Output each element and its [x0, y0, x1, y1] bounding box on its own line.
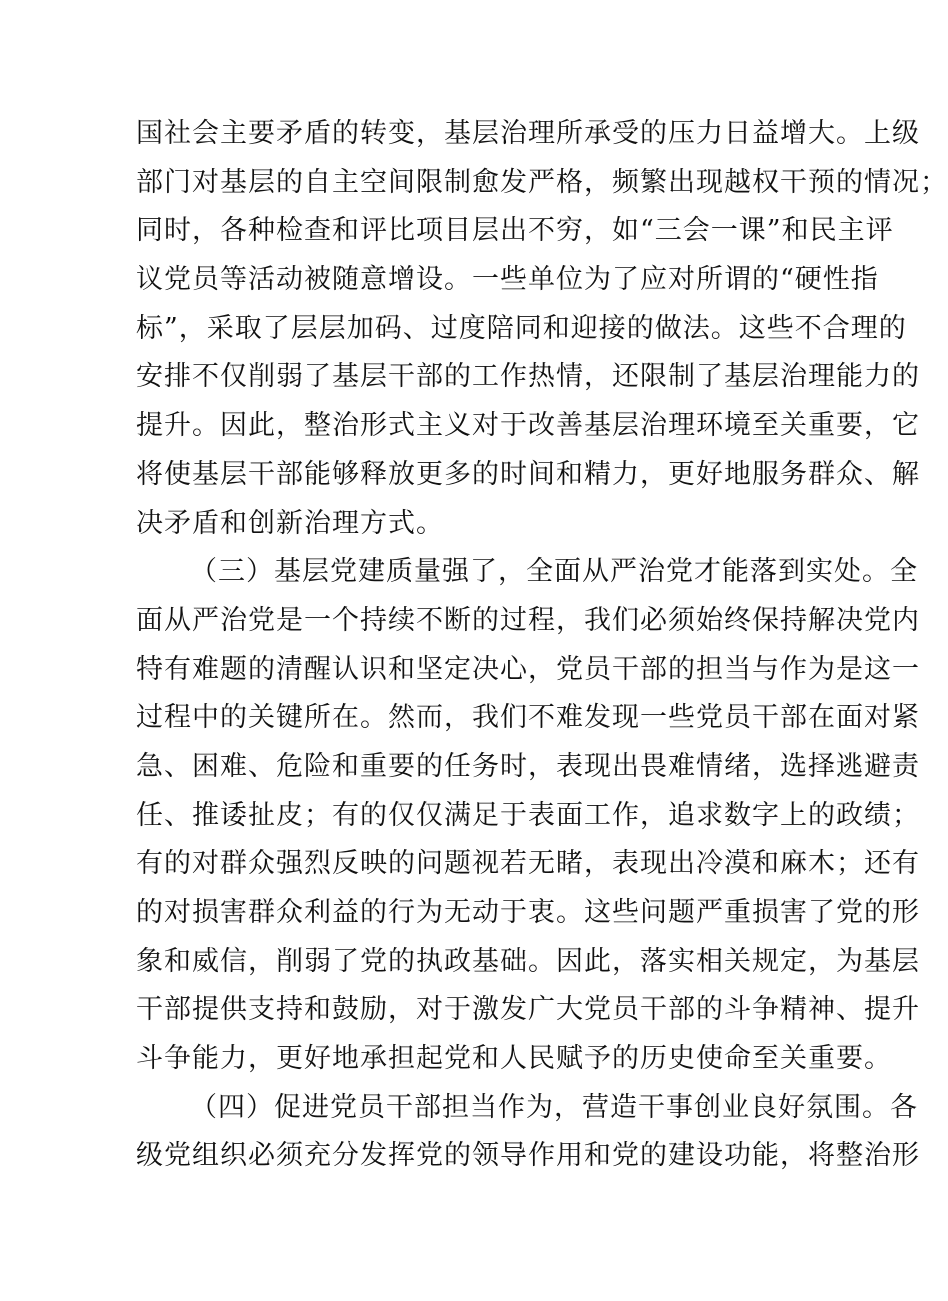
text-line: 议党员等活动被随意增设。一些单位为了应对所谓的“硬性指: [136, 264, 879, 296]
text-line: 干部提供支持和鼓励，对于激发广大党员干部的斗争精神、提升: [136, 994, 920, 1026]
document-body: [136, 110, 948, 1181]
text-line: 急、困难、危险和重要的任务时，表现出畏难情绪，选择逃避责: [136, 750, 920, 782]
text-line: 的对损害群众利益的行为无动于衷。这些问题严重损害了党的形: [136, 897, 920, 928]
text-line: 斗争能力，更好地承担起党和人民赋予的历史使命至关重要。: [136, 1043, 892, 1075]
text-line: 同时，各种检查和评比项目层出不穷，如“三会一课”和民主评: [136, 215, 894, 247]
paragraph: [136, 1084, 920, 1181]
section-heading-line: （四）促进党员干部担当作为，营造干事创业良好氛围。各: [190, 1091, 918, 1123]
text-line: 过程中的关键所在。然而，我们不难发现一些党员干部在面对紧: [136, 702, 920, 734]
text-line: 国社会主要矛盾的转变，基层治理所承受的压力日益增大。上级: [136, 118, 920, 149]
text-line: 部门对基层的自主空间限制愈发严格，频繁出现越权干预的情况；: [136, 166, 948, 198]
text-line: 特有难题的清醒认识和坚定决心，党员干部的担当与作为是这一: [136, 653, 920, 685]
text-line: 将使基层干部能够释放更多的时间和精力，更好地服务群众、解: [136, 458, 920, 490]
text-line: 任、推诿扯皮；有的仅仅满足于表面工作，追求数字上的政绩；: [136, 799, 920, 831]
text-line: 象和威信，削弱了党的执政基础。因此，落实相关规定，为基层: [136, 945, 920, 977]
paragraph: [136, 110, 948, 548]
paragraph: [136, 548, 920, 1084]
text-line: 标”，采取了层层加码、过度陪同和迎接的做法。这些不合理的: [136, 312, 907, 344]
text-line: 级党组织必须充分发挥党的领导作用和党的建设功能，将整治形: [136, 1140, 920, 1172]
text-line: 决矛盾和创新治理方式。: [136, 507, 444, 539]
section-heading-line: （三）基层党建质量强了，全面从严治党才能落到实处。全: [190, 556, 918, 588]
text-line: 提升。因此，整治形式主义对于改善基层治理环境至关重要，它: [136, 410, 920, 442]
text-line: 有的对群众强烈反映的问题视若无睹，表现出冷漠和麻木；还有: [136, 848, 920, 880]
text-line: 面从严治党是一个持续不断的过程，我们必须始终保持解决党内: [136, 604, 920, 636]
text-line: 安排不仅削弱了基层干部的工作热情，还限制了基层治理能力的: [136, 361, 920, 393]
